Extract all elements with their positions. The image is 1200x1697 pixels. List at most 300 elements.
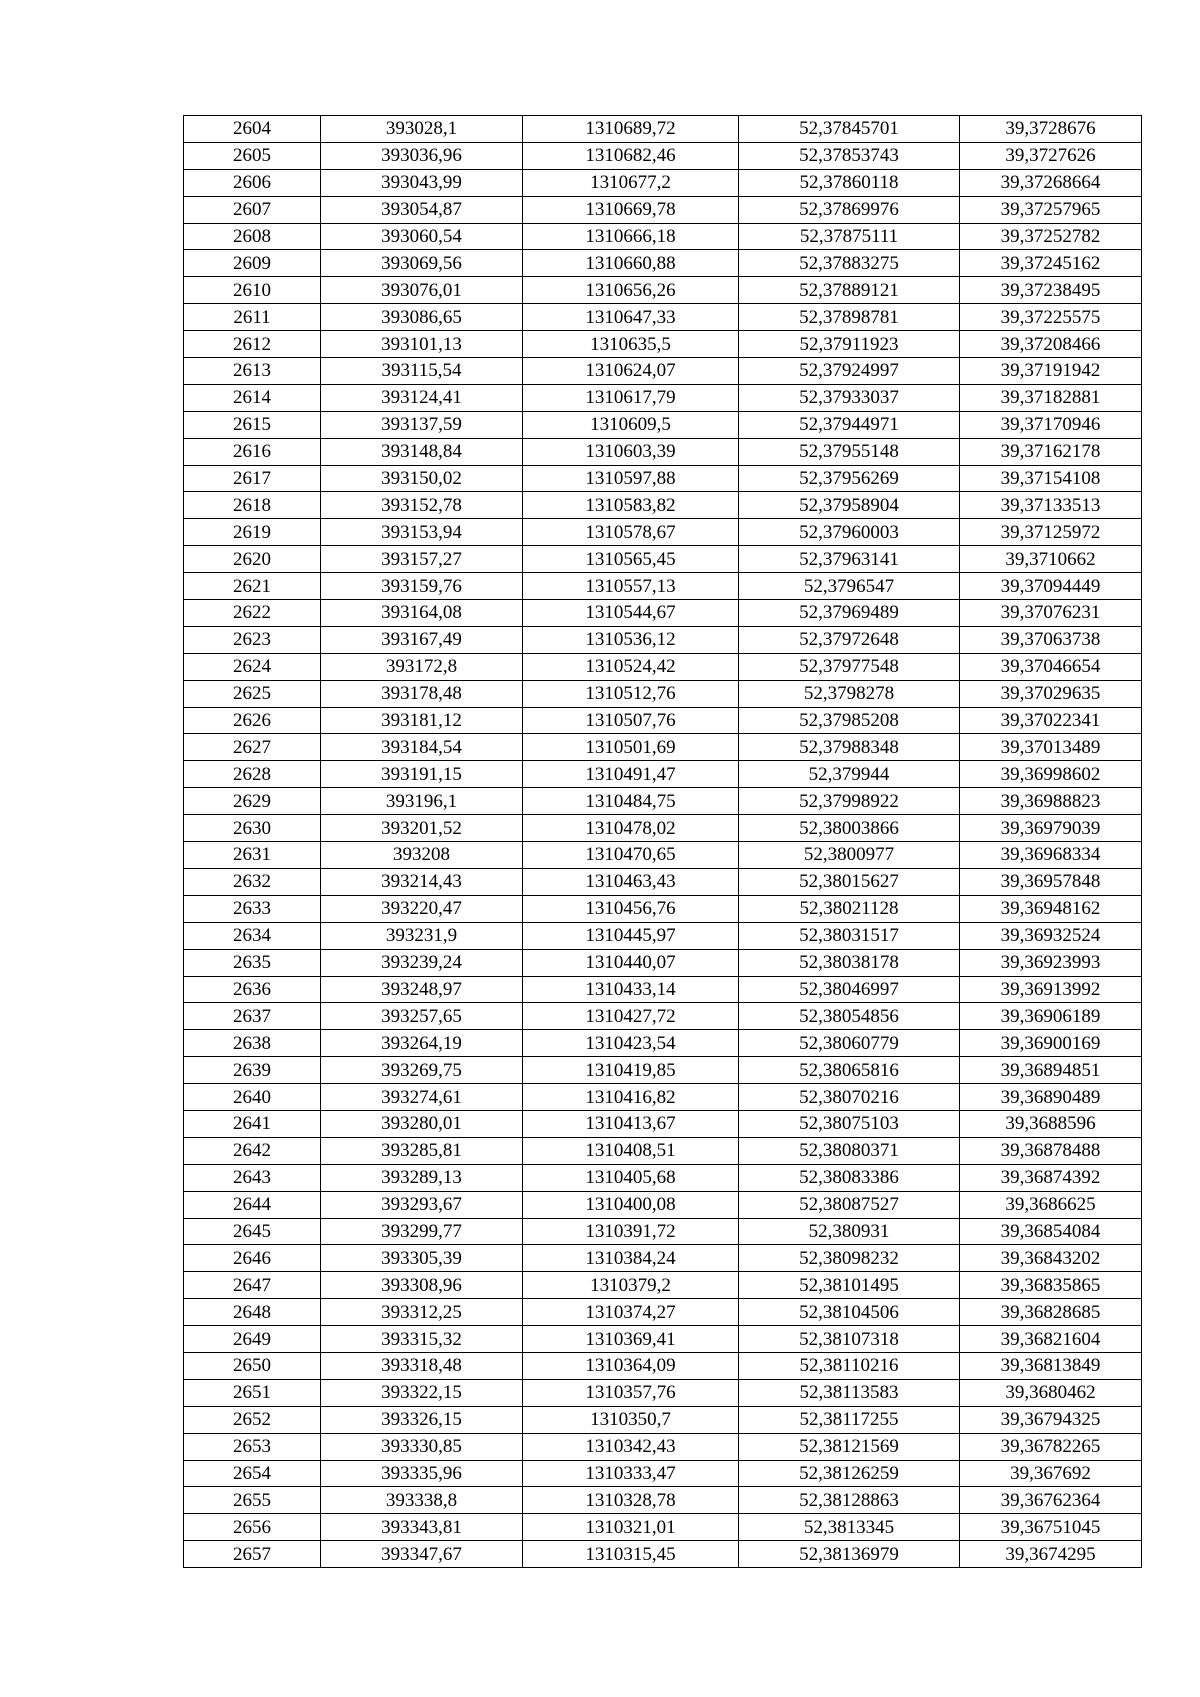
point-number-cell: 2632: [184, 868, 321, 895]
x-coordinate-cell: 393293,67: [321, 1191, 523, 1218]
longitude-cell: 39,3710662: [960, 546, 1142, 573]
point-number-cell: 2643: [184, 1164, 321, 1191]
y-coordinate-cell: 1310578,67: [523, 519, 739, 546]
y-coordinate-cell: 1310624,07: [523, 358, 739, 385]
y-coordinate-cell: 1310391,72: [523, 1218, 739, 1245]
y-coordinate-cell: 1310321,01: [523, 1514, 739, 1541]
x-coordinate-cell: 393315,32: [321, 1326, 523, 1353]
latitude-cell: 52,37911923: [739, 331, 960, 358]
latitude-cell: 52,37955148: [739, 438, 960, 465]
latitude-cell: 52,37963141: [739, 546, 960, 573]
longitude-cell: 39,36890489: [960, 1084, 1142, 1111]
longitude-cell: 39,37022341: [960, 707, 1142, 734]
x-coordinate-cell: 393248,97: [321, 976, 523, 1003]
longitude-cell: 39,36979039: [960, 815, 1142, 842]
latitude-cell: 52,38065816: [739, 1057, 960, 1084]
point-number-cell: 2627: [184, 734, 321, 761]
longitude-cell: 39,36751045: [960, 1514, 1142, 1541]
x-coordinate-cell: 393201,52: [321, 815, 523, 842]
table-row: [184, 653, 1142, 680]
longitude-cell: 39,37257965: [960, 196, 1142, 223]
x-coordinate-cell: 393164,08: [321, 600, 523, 627]
longitude-cell: 39,36762364: [960, 1487, 1142, 1514]
y-coordinate-cell: 1310484,75: [523, 788, 739, 815]
longitude-cell: 39,36782265: [960, 1433, 1142, 1460]
x-coordinate-cell: 393137,59: [321, 411, 523, 438]
longitude-cell: 39,36843202: [960, 1245, 1142, 1272]
point-number-cell: 2650: [184, 1352, 321, 1379]
latitude-cell: 52,3800977: [739, 842, 960, 869]
table-row: [184, 707, 1142, 734]
latitude-cell: 52,38128863: [739, 1487, 960, 1514]
y-coordinate-cell: 1310456,76: [523, 895, 739, 922]
y-coordinate-cell: 1310617,79: [523, 384, 739, 411]
table-row: [184, 573, 1142, 600]
longitude-cell: 39,3688596: [960, 1110, 1142, 1137]
longitude-cell: 39,37094449: [960, 573, 1142, 600]
x-coordinate-cell: 393318,48: [321, 1352, 523, 1379]
longitude-cell: 39,3674295: [960, 1541, 1142, 1568]
longitude-cell: 39,36878488: [960, 1137, 1142, 1164]
point-number-cell: 2651: [184, 1379, 321, 1406]
x-coordinate-cell: 393152,78: [321, 492, 523, 519]
x-coordinate-cell: 393060,54: [321, 223, 523, 250]
longitude-cell: 39,36913992: [960, 976, 1142, 1003]
table-row: [184, 304, 1142, 331]
point-number-cell: 2638: [184, 1030, 321, 1057]
latitude-cell: 52,38113583: [739, 1379, 960, 1406]
latitude-cell: 52,38031517: [739, 922, 960, 949]
x-coordinate-cell: 393338,8: [321, 1487, 523, 1514]
y-coordinate-cell: 1310677,2: [523, 169, 739, 196]
point-number-cell: 2610: [184, 277, 321, 304]
latitude-cell: 52,38080371: [739, 1137, 960, 1164]
x-coordinate-cell: 393299,77: [321, 1218, 523, 1245]
point-number-cell: 2626: [184, 707, 321, 734]
x-coordinate-cell: 393264,19: [321, 1030, 523, 1057]
x-coordinate-cell: 393124,41: [321, 384, 523, 411]
latitude-cell: 52,38054856: [739, 1003, 960, 1030]
y-coordinate-cell: 1310413,67: [523, 1110, 739, 1137]
longitude-cell: 39,37245162: [960, 250, 1142, 277]
x-coordinate-cell: 393101,13: [321, 331, 523, 358]
point-number-cell: 2613: [184, 358, 321, 385]
point-number-cell: 2609: [184, 250, 321, 277]
table-row: [184, 411, 1142, 438]
point-number-cell: 2655: [184, 1487, 321, 1514]
x-coordinate-cell: 393208: [321, 842, 523, 869]
x-coordinate-cell: 393308,96: [321, 1272, 523, 1299]
y-coordinate-cell: 1310379,2: [523, 1272, 739, 1299]
y-coordinate-cell: 1310374,27: [523, 1299, 739, 1326]
point-number-cell: 2622: [184, 600, 321, 627]
table-row: [184, 169, 1142, 196]
y-coordinate-cell: 1310682,46: [523, 142, 739, 169]
point-number-cell: 2642: [184, 1137, 321, 1164]
point-number-cell: 2611: [184, 304, 321, 331]
table-row: [184, 519, 1142, 546]
table-row: [184, 1352, 1142, 1379]
point-number-cell: 2634: [184, 922, 321, 949]
table-row: [184, 895, 1142, 922]
point-number-cell: 2656: [184, 1514, 321, 1541]
latitude-cell: 52,38121569: [739, 1433, 960, 1460]
y-coordinate-cell: 1310583,82: [523, 492, 739, 519]
latitude-cell: 52,38021128: [739, 895, 960, 922]
latitude-cell: 52,37875111: [739, 223, 960, 250]
point-number-cell: 2648: [184, 1299, 321, 1326]
longitude-cell: 39,36874392: [960, 1164, 1142, 1191]
point-number-cell: 2617: [184, 465, 321, 492]
longitude-cell: 39,36932524: [960, 922, 1142, 949]
table-row: [184, 1433, 1142, 1460]
x-coordinate-cell: 393028,1: [321, 116, 523, 143]
longitude-cell: 39,367692: [960, 1460, 1142, 1487]
longitude-cell: 39,36835865: [960, 1272, 1142, 1299]
x-coordinate-cell: 393150,02: [321, 465, 523, 492]
y-coordinate-cell: 1310369,41: [523, 1326, 739, 1353]
longitude-cell: 39,3680462: [960, 1379, 1142, 1406]
latitude-cell: 52,38015627: [739, 868, 960, 895]
x-coordinate-cell: 393157,27: [321, 546, 523, 573]
table-row: [184, 1030, 1142, 1057]
table-row: [184, 1084, 1142, 1111]
longitude-cell: 39,3728676: [960, 116, 1142, 143]
y-coordinate-cell: 1310501,69: [523, 734, 739, 761]
longitude-cell: 39,36957848: [960, 868, 1142, 895]
table-row: [184, 761, 1142, 788]
y-coordinate-cell: 1310416,82: [523, 1084, 739, 1111]
y-coordinate-cell: 1310536,12: [523, 626, 739, 653]
table-row: [184, 976, 1142, 1003]
table-row: [184, 438, 1142, 465]
x-coordinate-cell: 393280,01: [321, 1110, 523, 1137]
table-row: [184, 815, 1142, 842]
x-coordinate-cell: 393305,39: [321, 1245, 523, 1272]
table-row: [184, 626, 1142, 653]
coordinates-table-body: [184, 116, 1142, 1568]
latitude-cell: 52,38083386: [739, 1164, 960, 1191]
latitude-cell: 52,37845701: [739, 116, 960, 143]
table-row: [184, 922, 1142, 949]
x-coordinate-cell: 393312,25: [321, 1299, 523, 1326]
x-coordinate-cell: 393335,96: [321, 1460, 523, 1487]
latitude-cell: 52,38101495: [739, 1272, 960, 1299]
latitude-cell: 52,37898781: [739, 304, 960, 331]
longitude-cell: 39,37154108: [960, 465, 1142, 492]
longitude-cell: 39,37182881: [960, 384, 1142, 411]
point-number-cell: 2618: [184, 492, 321, 519]
point-number-cell: 2620: [184, 546, 321, 573]
x-coordinate-cell: 393274,61: [321, 1084, 523, 1111]
table-row: [184, 1110, 1142, 1137]
latitude-cell: 52,37960003: [739, 519, 960, 546]
x-coordinate-cell: 393196,1: [321, 788, 523, 815]
point-number-cell: 2615: [184, 411, 321, 438]
x-coordinate-cell: 393330,85: [321, 1433, 523, 1460]
table-row: [184, 142, 1142, 169]
latitude-cell: 52,38136979: [739, 1541, 960, 1568]
y-coordinate-cell: 1310597,88: [523, 465, 739, 492]
point-number-cell: 2616: [184, 438, 321, 465]
longitude-cell: 39,37238495: [960, 277, 1142, 304]
longitude-cell: 39,37225575: [960, 304, 1142, 331]
longitude-cell: 39,36998602: [960, 761, 1142, 788]
latitude-cell: 52,38087527: [739, 1191, 960, 1218]
x-coordinate-cell: 393191,15: [321, 761, 523, 788]
y-coordinate-cell: 1310400,08: [523, 1191, 739, 1218]
x-coordinate-cell: 393343,81: [321, 1514, 523, 1541]
y-coordinate-cell: 1310565,45: [523, 546, 739, 573]
longitude-cell: 39,36988823: [960, 788, 1142, 815]
y-coordinate-cell: 1310470,65: [523, 842, 739, 869]
longitude-cell: 39,37046654: [960, 653, 1142, 680]
point-number-cell: 2635: [184, 949, 321, 976]
latitude-cell: 52,380931: [739, 1218, 960, 1245]
y-coordinate-cell: 1310445,97: [523, 922, 739, 949]
y-coordinate-cell: 1310656,26: [523, 277, 739, 304]
x-coordinate-cell: 393115,54: [321, 358, 523, 385]
table-row: [184, 600, 1142, 627]
latitude-cell: 52,38117255: [739, 1406, 960, 1433]
table-row: [184, 116, 1142, 143]
y-coordinate-cell: 1310405,68: [523, 1164, 739, 1191]
table-row: [184, 1487, 1142, 1514]
y-coordinate-cell: 1310433,14: [523, 976, 739, 1003]
point-number-cell: 2644: [184, 1191, 321, 1218]
latitude-cell: 52,3796547: [739, 573, 960, 600]
latitude-cell: 52,38110216: [739, 1352, 960, 1379]
x-coordinate-cell: 393148,84: [321, 438, 523, 465]
longitude-cell: 39,36828685: [960, 1299, 1142, 1326]
x-coordinate-cell: 393086,65: [321, 304, 523, 331]
y-coordinate-cell: 1310364,09: [523, 1352, 739, 1379]
y-coordinate-cell: 1310408,51: [523, 1137, 739, 1164]
point-number-cell: 2619: [184, 519, 321, 546]
table-row: [184, 1326, 1142, 1353]
latitude-cell: 52,38075103: [739, 1110, 960, 1137]
table-row: [184, 1191, 1142, 1218]
latitude-cell: 52,379944: [739, 761, 960, 788]
x-coordinate-cell: 393239,24: [321, 949, 523, 976]
y-coordinate-cell: 1310689,72: [523, 116, 739, 143]
point-number-cell: 2605: [184, 142, 321, 169]
table-row: [184, 358, 1142, 385]
table-row: [184, 1460, 1142, 1487]
latitude-cell: 52,37933037: [739, 384, 960, 411]
point-number-cell: 2636: [184, 976, 321, 1003]
table-row: [184, 949, 1142, 976]
table-row: [184, 196, 1142, 223]
latitude-cell: 52,38104506: [739, 1299, 960, 1326]
table-row: [184, 384, 1142, 411]
y-coordinate-cell: 1310463,43: [523, 868, 739, 895]
point-number-cell: 2612: [184, 331, 321, 358]
longitude-cell: 39,36906189: [960, 1003, 1142, 1030]
latitude-cell: 52,37924997: [739, 358, 960, 385]
latitude-cell: 52,37883275: [739, 250, 960, 277]
table-row: [184, 1003, 1142, 1030]
latitude-cell: 52,38060779: [739, 1030, 960, 1057]
x-coordinate-cell: 393181,12: [321, 707, 523, 734]
table-row: [184, 1406, 1142, 1433]
x-coordinate-cell: 393231,9: [321, 922, 523, 949]
x-coordinate-cell: 393178,48: [321, 680, 523, 707]
table-row: [184, 277, 1142, 304]
longitude-cell: 39,37162178: [960, 438, 1142, 465]
longitude-cell: 39,37268664: [960, 169, 1142, 196]
y-coordinate-cell: 1310419,85: [523, 1057, 739, 1084]
x-coordinate-cell: 393285,81: [321, 1137, 523, 1164]
x-coordinate-cell: 393184,54: [321, 734, 523, 761]
y-coordinate-cell: 1310384,24: [523, 1245, 739, 1272]
latitude-cell: 52,38107318: [739, 1326, 960, 1353]
longitude-cell: 39,3686625: [960, 1191, 1142, 1218]
point-number-cell: 2628: [184, 761, 321, 788]
latitude-cell: 52,37969489: [739, 600, 960, 627]
longitude-cell: 39,36948162: [960, 895, 1142, 922]
latitude-cell: 52,38038178: [739, 949, 960, 976]
point-number-cell: 2647: [184, 1272, 321, 1299]
longitude-cell: 39,37170946: [960, 411, 1142, 438]
point-number-cell: 2640: [184, 1084, 321, 1111]
point-number-cell: 2631: [184, 842, 321, 869]
point-number-cell: 2630: [184, 815, 321, 842]
point-number-cell: 2657: [184, 1541, 321, 1568]
point-number-cell: 2629: [184, 788, 321, 815]
table-row: [184, 1245, 1142, 1272]
longitude-cell: 39,37133513: [960, 492, 1142, 519]
point-number-cell: 2637: [184, 1003, 321, 1030]
point-number-cell: 2652: [184, 1406, 321, 1433]
point-number-cell: 2653: [184, 1433, 321, 1460]
x-coordinate-cell: 393076,01: [321, 277, 523, 304]
table-row: [184, 1272, 1142, 1299]
latitude-cell: 52,38046997: [739, 976, 960, 1003]
longitude-cell: 39,36854084: [960, 1218, 1142, 1245]
y-coordinate-cell: 1310350,7: [523, 1406, 739, 1433]
y-coordinate-cell: 1310427,72: [523, 1003, 739, 1030]
y-coordinate-cell: 1310609,5: [523, 411, 739, 438]
latitude-cell: 52,3798278: [739, 680, 960, 707]
latitude-cell: 52,37988348: [739, 734, 960, 761]
y-coordinate-cell: 1310647,33: [523, 304, 739, 331]
y-coordinate-cell: 1310423,54: [523, 1030, 739, 1057]
point-number-cell: 2607: [184, 196, 321, 223]
table-row: [184, 1164, 1142, 1191]
point-number-cell: 2614: [184, 384, 321, 411]
y-coordinate-cell: 1310478,02: [523, 815, 739, 842]
longitude-cell: 39,37029635: [960, 680, 1142, 707]
y-coordinate-cell: 1310512,76: [523, 680, 739, 707]
y-coordinate-cell: 1310315,45: [523, 1541, 739, 1568]
x-coordinate-cell: 393036,96: [321, 142, 523, 169]
point-number-cell: 2646: [184, 1245, 321, 1272]
y-coordinate-cell: 1310333,47: [523, 1460, 739, 1487]
table-row: [184, 868, 1142, 895]
latitude-cell: 52,38070216: [739, 1084, 960, 1111]
y-coordinate-cell: 1310666,18: [523, 223, 739, 250]
y-coordinate-cell: 1310524,42: [523, 653, 739, 680]
point-number-cell: 2654: [184, 1460, 321, 1487]
point-number-cell: 2608: [184, 223, 321, 250]
x-coordinate-cell: 393069,56: [321, 250, 523, 277]
y-coordinate-cell: 1310342,43: [523, 1433, 739, 1460]
point-number-cell: 2623: [184, 626, 321, 653]
x-coordinate-cell: 393214,43: [321, 868, 523, 895]
point-number-cell: 2649: [184, 1326, 321, 1353]
point-number-cell: 2621: [184, 573, 321, 600]
latitude-cell: 52,37958904: [739, 492, 960, 519]
longitude-cell: 39,3727626: [960, 142, 1142, 169]
x-coordinate-cell: 393326,15: [321, 1406, 523, 1433]
x-coordinate-cell: 393153,94: [321, 519, 523, 546]
longitude-cell: 39,37252782: [960, 223, 1142, 250]
table-row: [184, 546, 1142, 573]
longitude-cell: 39,36794325: [960, 1406, 1142, 1433]
point-number-cell: 2606: [184, 169, 321, 196]
latitude-cell: 52,3813345: [739, 1514, 960, 1541]
latitude-cell: 52,37972648: [739, 626, 960, 653]
x-coordinate-cell: 393172,8: [321, 653, 523, 680]
y-coordinate-cell: 1310557,13: [523, 573, 739, 600]
x-coordinate-cell: 393167,49: [321, 626, 523, 653]
x-coordinate-cell: 393257,65: [321, 1003, 523, 1030]
x-coordinate-cell: 393220,47: [321, 895, 523, 922]
longitude-cell: 39,37191942: [960, 358, 1142, 385]
longitude-cell: 39,36813849: [960, 1352, 1142, 1379]
latitude-cell: 52,37860118: [739, 169, 960, 196]
y-coordinate-cell: 1310544,67: [523, 600, 739, 627]
latitude-cell: 52,37944971: [739, 411, 960, 438]
x-coordinate-cell: 393054,87: [321, 196, 523, 223]
longitude-cell: 39,36894851: [960, 1057, 1142, 1084]
x-coordinate-cell: 393159,76: [321, 573, 523, 600]
table-row: [184, 1218, 1142, 1245]
longitude-cell: 39,36968334: [960, 842, 1142, 869]
y-coordinate-cell: 1310357,76: [523, 1379, 739, 1406]
table-row: [184, 680, 1142, 707]
y-coordinate-cell: 1310328,78: [523, 1487, 739, 1514]
x-coordinate-cell: 393289,13: [321, 1164, 523, 1191]
longitude-cell: 39,37125972: [960, 519, 1142, 546]
table-row: [184, 1057, 1142, 1084]
latitude-cell: 52,38003866: [739, 815, 960, 842]
longitude-cell: 39,37013489: [960, 734, 1142, 761]
table-row: [184, 842, 1142, 869]
table-row: [184, 492, 1142, 519]
table-row: [184, 1514, 1142, 1541]
point-number-cell: 2604: [184, 116, 321, 143]
table-row: [184, 223, 1142, 250]
x-coordinate-cell: 393347,67: [321, 1541, 523, 1568]
table-row: [184, 465, 1142, 492]
latitude-cell: 52,38098232: [739, 1245, 960, 1272]
point-number-cell: 2645: [184, 1218, 321, 1245]
x-coordinate-cell: 393043,99: [321, 169, 523, 196]
longitude-cell: 39,37208466: [960, 331, 1142, 358]
point-number-cell: 2633: [184, 895, 321, 922]
y-coordinate-cell: 1310635,5: [523, 331, 739, 358]
table-row: [184, 788, 1142, 815]
latitude-cell: 52,37998922: [739, 788, 960, 815]
coordinates-table: [183, 115, 1142, 1568]
latitude-cell: 52,37869976: [739, 196, 960, 223]
longitude-cell: 39,36923993: [960, 949, 1142, 976]
x-coordinate-cell: 393322,15: [321, 1379, 523, 1406]
table-row: [184, 250, 1142, 277]
latitude-cell: 52,37853743: [739, 142, 960, 169]
